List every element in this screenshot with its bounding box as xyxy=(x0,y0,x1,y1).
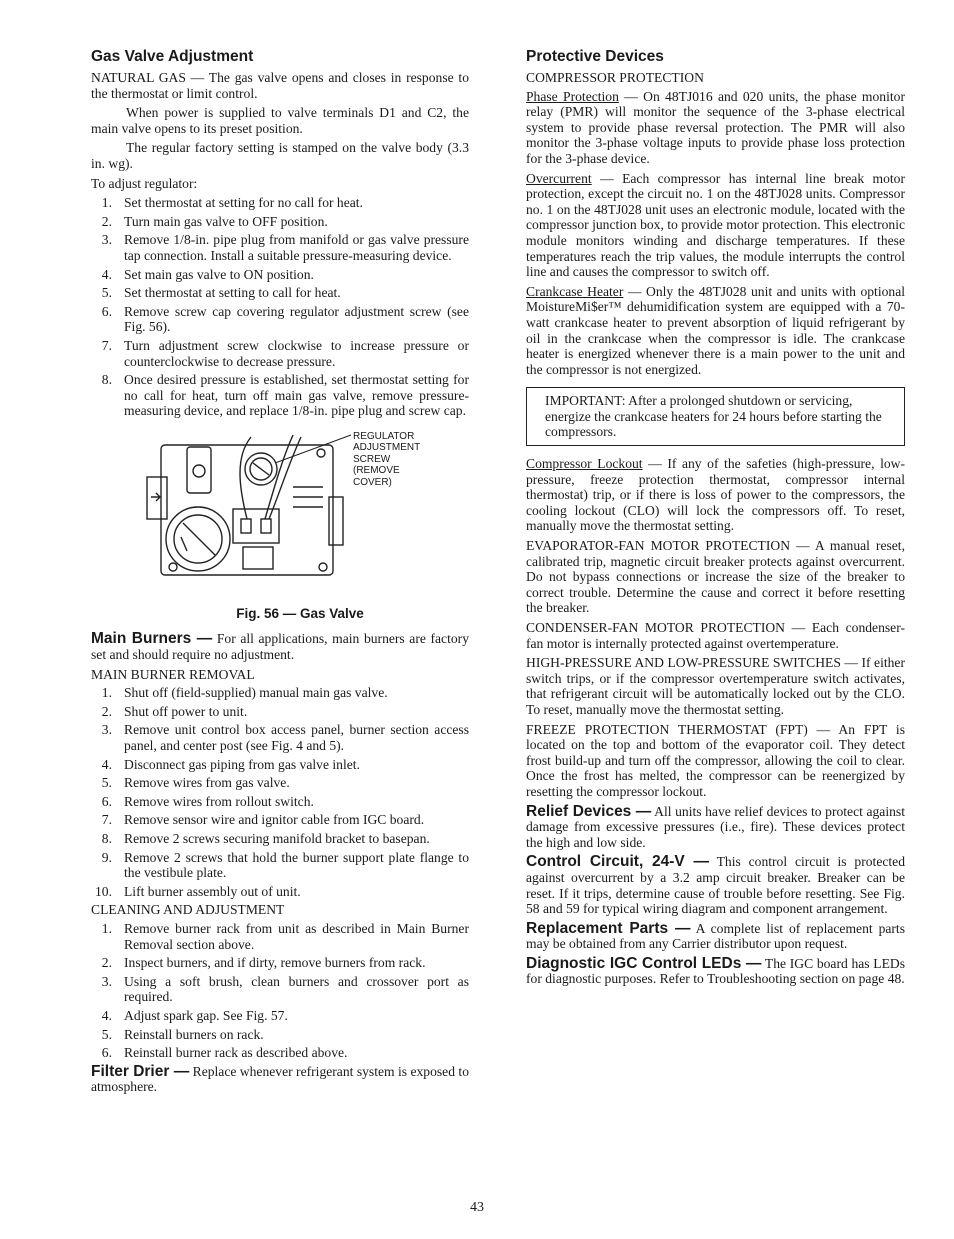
list-item: 5. Set thermostat at setting to call for heat. xyxy=(101,285,341,301)
list-item: 5. Remove wires from gas valve. xyxy=(101,775,290,791)
list-item: 1. Shut off (field-supplied) manual main gas valve. xyxy=(101,685,388,701)
list-item: 2. Shut off power to unit. xyxy=(101,703,248,719)
burner-removal-steps-list xyxy=(91,685,469,899)
list-item: 6. Remove screw cap covering regulator adjustment screw (see Fig. 56). xyxy=(101,303,469,335)
paragraph: To adjust regulator: xyxy=(91,175,198,191)
gas-valve-figure xyxy=(91,427,469,602)
right-column xyxy=(526,48,905,991)
cleaning-adjustment-title: CLEANING AND ADJUSTMENT xyxy=(91,902,285,918)
list-item: 8. Remove 2 screws securing manifold bracket to basepan. xyxy=(101,831,430,846)
diagnostic-leds-heading: Diagnostic IGC Control LEDs — xyxy=(526,954,762,972)
list-item: 10. Lift burner assembly out of unit. xyxy=(95,883,301,899)
list-item: 1. Remove burner rack from unit as described in Main Burner Removal section above. xyxy=(101,920,469,952)
control-circuit-heading: Control Circuit, 24-V — xyxy=(526,853,709,871)
paragraph: The regular factory setting is stamped on the valve body (3.3 in. wg). xyxy=(91,140,469,171)
list-item: 4. Disconnect gas piping from gas valve inlet. xyxy=(101,756,360,772)
cleaning-steps-list xyxy=(91,921,469,1061)
condenser-fan-paragraph: CONDENSER-FAN MOTOR PROTECTION — Each condenser-fan motor is internally protected against overtemperature. xyxy=(526,620,905,651)
main-burners-paragraph: Main Burners — For all applications, main burners are factory set and should require no adjustment. xyxy=(91,630,469,663)
list-item: 7. Turn adjustment screw clockwise to increase pressure or counterclockwise to decrease pressure. xyxy=(101,337,469,369)
list-item: 2. Inspect burners, and if dirty, remove burners from rack. xyxy=(101,955,426,971)
freeze-protection-paragraph: FREEZE PROTECTION THERMOSTAT (FPT) — An FPT is located on the top and bottom of the evaporator coil. They detect frost build-up and turn off the compressor, allowing the coil to clear. Once the frost has melted, the compressor can be reenergized by resetting the compressor lockout. xyxy=(526,721,905,799)
list-item: 3. Remove unit control box access panel, burner section access panel, and center post (see Fig. 4 and 5). xyxy=(101,722,469,754)
list-item: 2. Turn main gas valve to OFF position. xyxy=(101,213,328,229)
overcurrent-term: Overcurrent xyxy=(526,170,592,186)
compressor-lockout-term: Compressor Lockout xyxy=(526,456,643,472)
list-item: 9. Remove 2 screws that hold the burner support plate flange to the vestibule plate. xyxy=(101,849,469,881)
crankcase-heater-term: Crankcase Heater xyxy=(526,283,624,299)
list-item: 6. Remove wires from rollout switch. xyxy=(101,793,314,809)
page-number: 43 xyxy=(470,1200,484,1215)
paragraph: NATURAL GAS — The gas valve opens and closes in response to the thermostat or limit control. xyxy=(91,70,469,101)
regulator-screw-callout: REGULATOR ADJUSTMENT SCREW (REMOVE COVER) xyxy=(353,430,421,488)
list-item: 8. Once desired pressure is established, set thermostat setting for no call for heat, turn off main gas valve, remove pressure-measuring device, and replace 1/8-in. pipe plug and screw cap. xyxy=(101,372,469,419)
compressor-protection-title: COMPRESSOR PROTECTION xyxy=(526,70,704,85)
relief-devices-paragraph: Relief Devices — All units have relief devices to protect against damage from excessive pressures (i.e., fire). These devices protect the high and low side. xyxy=(526,802,905,850)
gas-valve-heading: Gas Valve Adjustment xyxy=(91,48,254,65)
list-item: 6. Reinstall burner rack as described above. xyxy=(101,1045,348,1061)
compressor-lockout-paragraph: Compressor Lockout — If any of the safeties (high-pressure, low-pressure, freeze protection thermostat, compressor internal thermostat) trip, or if there is loss of power to the compressors, the cooling lockout (CLO) will lock the compressors off. To reset, manually move the thermostat setting. xyxy=(526,456,905,534)
list-item: 4. Adjust spark gap. See Fig. 57. xyxy=(101,1007,288,1023)
gas-valve-illustration xyxy=(143,427,358,597)
phase-protection-term: Phase Protection xyxy=(526,88,619,104)
list-item: 4. Set main gas valve to ON position. xyxy=(101,266,314,282)
diagnostic-leds-paragraph: Diagnostic IGC Control LEDs — The IGC board has LEDs for diagnostic purposes. Refer to Troubleshooting section on page 48. xyxy=(526,954,906,987)
list-item: 3. Remove 1/8-in. pipe plug from manifold or gas valve pressure tap connection. Install a suitable pressure-measuring device. xyxy=(101,232,469,263)
list-item: 3. Using a soft brush, clean burners and crossover port as required. xyxy=(101,973,469,1005)
list-item: 1. Set thermostat at setting for no call for heat. xyxy=(101,195,363,211)
paragraph: When power is supplied to valve terminals D1 and C2, the main valve opens to its preset position. xyxy=(91,105,469,136)
pressure-switches-paragraph: HIGH-PRESSURE AND LOW-PRESSURE SWITCHES — If either switch trips, or if the compressor overtemperature switch activates, that refrigerant circuit will be automatically locked out by the CLO. To reset, manually move the thermostat setting. xyxy=(526,655,905,717)
list-item: 5. Reinstall burners on rack. xyxy=(101,1026,264,1042)
evaporator-fan-paragraph: EVAPORATOR-FAN MOTOR PROTECTION — A manual reset, calibrated trip, magnetic circuit breaker protects against overcurrent. Do not bypass connections or increase the size of the breaker to correct trouble. Determine the cause and correct it before resetting the breaker. xyxy=(526,538,905,616)
main-burner-removal-title: MAIN BURNER REMOVAL xyxy=(91,666,255,682)
crankcase-heater-paragraph: Crankcase Heater — Only the 48TJ028 unit and units with optional MoistureMi$er™ dehumidification system are equipped with a 70-watt crankcase heater to prevent absorption of liquid refrigerant by oil in the crankcase when the compressor is idle. The crankcase heater is energized whenever there is a main power to the unit and the compressor is not energized. xyxy=(526,283,906,377)
important-notice-box: IMPORTANT: After a prolonged shutdown or servicing, energize the crankcase heaters for 24 hours before starting the compressors. xyxy=(526,387,905,446)
regulator-steps-list xyxy=(91,195,469,419)
overcurrent-paragraph: Overcurrent — Each compressor has internal line break motor protection, except the circuit no. 1 on the 48TJ028 units. Compressor no. 1 on the 48TJ028 unit uses an electronic module, located with the compressor junction box, to provide motor protection. This electronic module monitors winding and discharge temperatures. If these temperatures reach the trip values, the module interrupts the control line and causes the compressor to switch off. xyxy=(526,170,905,280)
filter-drier-heading: Filter Drier — xyxy=(91,1062,190,1080)
left-column xyxy=(91,48,469,1099)
main-burners-heading: Main Burners — xyxy=(91,630,213,648)
list-item: 7. Remove sensor wire and ignitor cable from IGC board. xyxy=(101,812,425,828)
control-circuit-paragraph: Control Circuit, 24-V — This control circuit is protected against overcurrent by a 3.2 amp circuit breaker. Breaker can be reset. If it trips, determine cause of trouble before resetting. See Fig. 58 and 59 for typical wiring diagram and component arrangement. xyxy=(526,853,906,917)
filter-drier-paragraph: Filter Drier — Replace whenever refrigerant system is exposed to atmosphere. xyxy=(91,1062,469,1095)
figure-caption: Fig. 56 — Gas Valve xyxy=(236,605,364,621)
protective-devices-heading: Protective Devices xyxy=(526,48,664,65)
replacement-parts-paragraph: Replacement Parts — A complete list of replacement parts may be obtained from any Carrier distributor upon request. xyxy=(526,919,905,952)
replacement-parts-heading: Replacement Parts — xyxy=(526,919,691,937)
relief-devices-heading: Relief Devices — xyxy=(526,802,652,820)
phase-protection-paragraph: Phase Protection — On 48TJ016 and 020 units, the phase monitor relay (PMR) will monitor the sequence of the 3-phase electrical system to provide phase reversal protection. The PMR will also monitor the 3-phase voltage inputs to provide phase loss protection for the 3-phase device. xyxy=(526,88,905,166)
